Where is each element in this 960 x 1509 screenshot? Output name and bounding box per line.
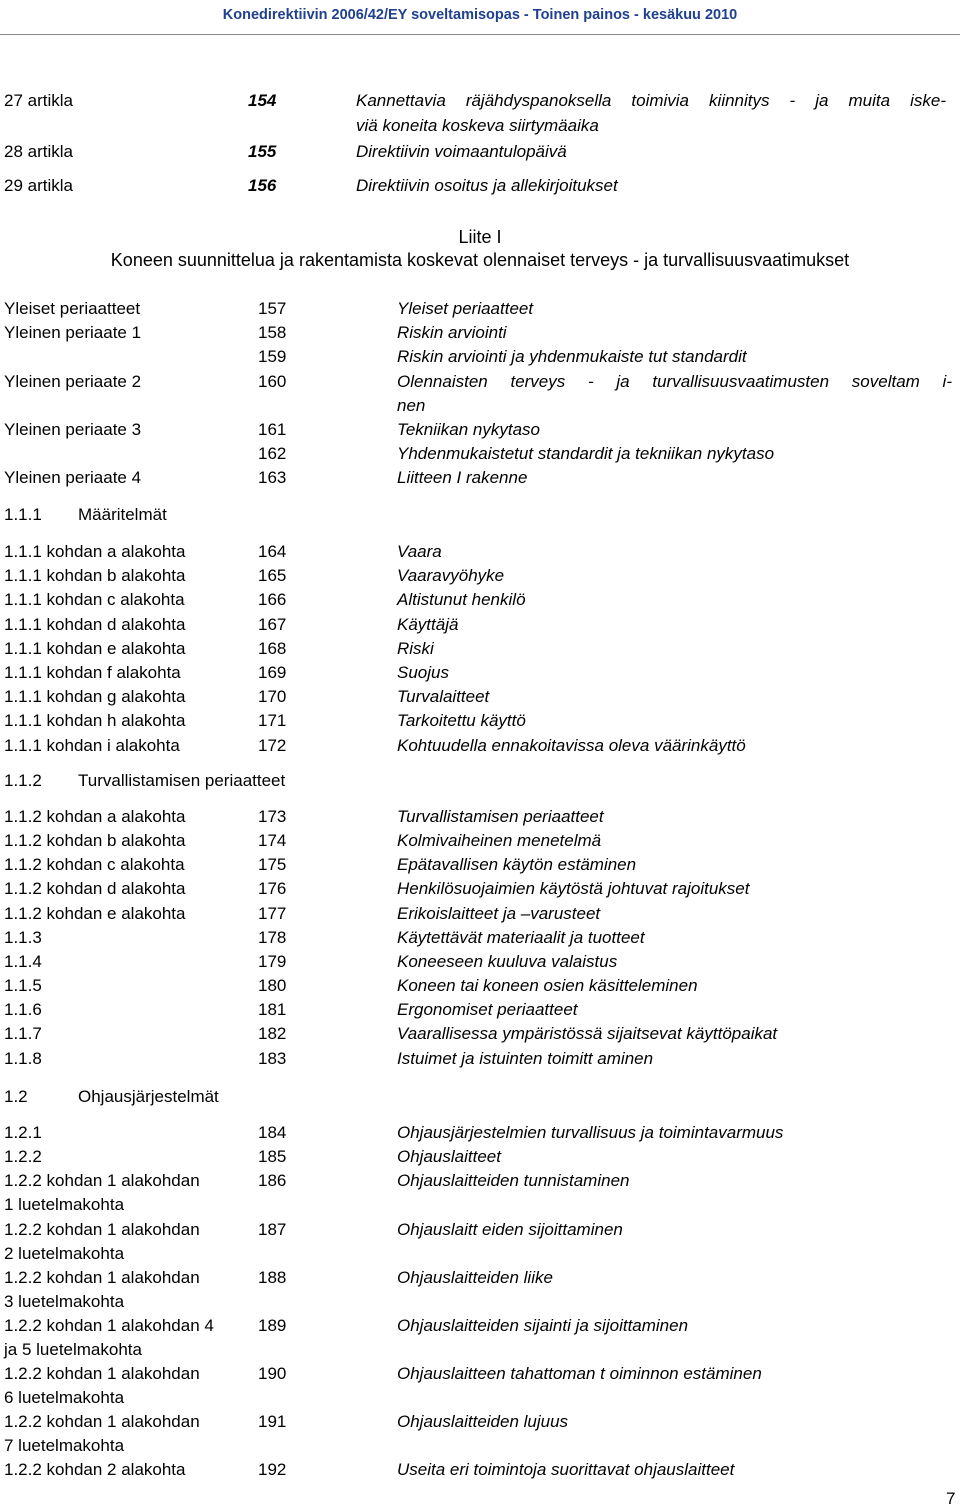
table-row [0,345,960,369]
row-title: Ohjauslaitteiden lujuus [397,1412,569,1431]
row-page: 184 [258,1123,287,1142]
row-title: Yhdenmukaistetut standardit ja tekniikan nykytaso [397,444,775,463]
table-row [0,1362,960,1386]
row-title: Vaarallisessa ympäristössä sijaitsevat käyttöpaikat [397,1024,778,1044]
row-page: 158 [258,323,287,342]
row-page: 177 [258,903,287,923]
table-row [0,442,960,466]
row-title: Ohjauslaitteiden tunnistaminen [397,1171,630,1190]
table-row [0,1047,960,1071]
table-row [0,370,960,394]
section-heading [0,503,960,527]
table-row [0,1410,960,1434]
row-page: 192 [258,1460,287,1479]
row-page: 155 [248,142,277,161]
row-title: Tekniikan nykytaso [397,420,541,439]
section-number: 1.1.2 [4,771,42,790]
row-title: Ohjauslaitteet [397,1147,501,1166]
table-row [0,902,960,926]
annex-title: Liite I [458,227,502,247]
table-row [0,829,960,853]
row-page: 165 [258,566,287,586]
row-title: Useita eri toimintoja suorittavat ohjauslaitteet [397,1460,735,1479]
row-page: 166 [258,590,287,610]
row-title: Yleiset periaatteet [397,299,534,318]
row-page: 185 [258,1147,287,1166]
row-title: Vaara [397,542,442,561]
row-page: 154 [248,91,277,110]
page-number: 7 [946,1489,956,1508]
table-row [0,1338,960,1362]
table-row [0,734,960,758]
row-label: 1.2.2 kohdan 1 alakohdan [4,1364,200,1383]
row-page: 186 [258,1171,287,1190]
row-title: Käyttäjä [397,614,459,634]
row-title: Olennaisten terveys - ja turvallisuusvaatimusten soveltam i- [397,372,952,391]
row-page: 187 [258,1220,287,1239]
table-row [0,1386,960,1410]
row-page: 189 [258,1316,287,1335]
section-heading [0,769,960,793]
row-label: 28 artikla [4,142,73,161]
row-label: 1.1.5 [4,976,42,996]
row-label: 1.1.1 kohdan e alakohta [4,638,186,658]
table-row [0,418,960,442]
row-title: Epätavallisen käytön estäminen [397,855,637,875]
row-label: 1.1.1 kohdan g alakohta [4,687,186,707]
row-label: 27 artikla [4,91,73,110]
row-label: 29 artikla [4,176,73,195]
table-row [0,637,960,661]
row-title: Riski [397,638,434,658]
table-row [0,1314,960,1338]
row-label: 1.2.2 kohdan 1 alakohdan 4 [4,1316,214,1335]
row-label: 1.2.1 [4,1123,42,1142]
row-label-cont: 3 luetelmakohta [4,1292,125,1311]
row-page: 164 [258,542,287,561]
row-label: 1.1.1 kohdan h alakohta [4,711,186,731]
row-label-cont: 1 luetelmakohta [4,1195,125,1214]
row-label: 1.2.2 kohdan 2 alakohta [4,1460,186,1479]
table-row [0,588,960,612]
row-page: 180 [258,976,287,996]
row-page: 157 [258,299,287,318]
table-row [0,297,960,321]
row-title: Riskin arviointi ja yhdenmukaiste tut standardit [397,347,747,366]
table-row [0,174,960,198]
row-label: 1.2.2 kohdan 1 alakohdan [4,1220,200,1239]
document-header: Konedirektiivin 2006/42/EY soveltamisopas - Toinen painos - kesäkuu 2010 [222,7,738,23]
table-row [0,877,960,901]
table-row [0,950,960,974]
table-row [0,1266,960,1290]
row-title: Istuimet ja istuinten toimitt aminen [397,1048,654,1068]
row-title-cont: viä koneita koskeva siirtymäaika [356,116,599,135]
row-title: Erikoislaitteet ja –varusteet [397,903,601,923]
table-row [0,926,960,950]
row-label: Yleinen periaate 4 [4,468,142,487]
row-title: Kannettavia räjähdyspanoksella toimivia kiinnitys - ja muita iske- [356,91,946,110]
table-row [0,1290,960,1314]
row-label: 1.1.1 kohdan d alakohta [4,614,186,634]
table-row [0,540,960,564]
row-title: Direktiivin osoitus ja allekirjoitukset [356,176,618,195]
row-label: 1.2.2 kohdan 1 alakohdan [4,1171,200,1190]
table-row [0,974,960,998]
row-title: Ohjauslaitteiden sijainti ja sijoittaminen [397,1316,689,1335]
row-label-cont: 6 luetelmakohta [4,1388,125,1407]
row-title: Ohjauslaitteen tahattoman t oiminnon estäminen [397,1364,762,1383]
row-page: 171 [258,711,287,731]
row-page: 167 [258,614,287,634]
row-page: 169 [258,663,287,682]
row-page: 159 [258,347,287,366]
row-page: 188 [258,1268,287,1287]
table-row [0,1169,960,1193]
section-number: 1.2 [4,1087,28,1106]
section-title: Turvallistamisen periaatteet [78,771,286,790]
table-row [0,466,960,490]
row-page: 183 [258,1048,287,1068]
section-number: 1.1.1 [4,505,42,524]
table-row [0,805,960,829]
row-title: Ohjauslaitteiden liike [397,1268,553,1287]
row-label: 1.1.6 [4,1000,42,1020]
table-row [0,661,960,685]
table-row [0,709,960,733]
row-label: 1.2.2 kohdan 1 alakohdan [4,1268,200,1287]
row-page: 161 [258,420,287,439]
row-label: 1.1.4 [4,951,42,971]
row-page: 182 [258,1024,287,1044]
table-row [0,114,960,138]
row-label: 1.1.2 kohdan e alakohta [4,903,186,923]
row-title: Suojus [397,663,449,682]
header-divider [0,34,960,35]
table-row [0,1434,960,1458]
row-title: Ohjauslaitt eiden sijoittaminen [397,1220,623,1239]
row-title: Henkilösuojaimien käytöstä johtuvat rajoitukset [397,879,750,899]
table-row [0,1242,960,1266]
row-page: 168 [258,638,287,658]
row-title: Kohtuudella ennakoitavissa oleva väärinkäyttö [397,735,746,755]
row-label-cont: ja 5 luetelmakohta [4,1340,142,1359]
row-label: Yleinen periaate 3 [4,420,142,439]
row-title-cont: nen [397,396,426,415]
table-row [0,1022,960,1046]
section-title: Määritelmät [78,505,167,524]
row-title: Ohjausjärjestelmien turvallisuus ja toimintavarmuus [397,1123,784,1142]
row-title: Liitteen I rakenne [397,468,528,487]
table-row [0,1218,960,1242]
row-page: 156 [248,176,277,195]
table-row [0,613,960,637]
annex-subtitle: Koneen suunnittelua ja rakentamista koskevat olennaiset terveys - ja turvallisuusvaatimukset [110,250,850,270]
row-title: Käytettävät materiaalit ja tuotteet [397,927,645,947]
table-row [0,89,960,113]
section-title: Ohjausjärjestelmät [78,1087,219,1106]
row-page: 163 [258,468,287,487]
row-page: 178 [258,927,287,947]
row-label: 1.1.7 [4,1024,42,1044]
row-title: Koneeseen kuuluva valaistus [397,951,618,971]
row-title: Turvallistamisen periaatteet [397,807,604,826]
table-row [0,321,960,345]
table-row [0,140,960,164]
row-label: Yleinen periaate 1 [4,323,142,342]
row-page: 170 [258,687,287,707]
row-label: 1.1.2 kohdan a alakohta [4,807,186,826]
table-row [0,1193,960,1217]
row-page: 172 [258,735,287,755]
row-label: 1.1.2 kohdan c alakohta [4,855,185,875]
row-label: 1.1.3 [4,927,42,947]
row-label: 1.1.1 kohdan i alakohta [4,735,180,755]
row-title: Vaaravyöhyke [397,566,505,586]
row-label: 1.1.8 [4,1048,42,1068]
row-label: 1.2.2 kohdan 1 alakohdan [4,1412,200,1431]
table-row [0,1121,960,1145]
row-title: Ergonomiset periaatteet [397,1000,578,1020]
row-page: 181 [258,1000,287,1020]
row-label: 1.1.1 kohdan c alakohta [4,590,185,610]
row-page: 160 [258,372,287,391]
row-title: Kolmivaiheinen menetelmä [397,831,602,851]
row-label: 1.1.1 kohdan b alakohta [4,566,186,586]
table-row [0,998,960,1022]
table-row [0,394,960,418]
row-label: 1.1.2 kohdan d alakohta [4,879,186,899]
row-label: 1.1.1 kohdan f alakohta [4,663,181,682]
row-title: Koneen tai koneen osien käsitteleminen [397,976,698,996]
table-row [0,1145,960,1169]
row-page: 174 [258,831,287,851]
row-page: 162 [258,444,287,463]
row-label: 1.1.1 kohdan a alakohta [4,542,186,561]
row-page: 190 [258,1364,287,1383]
table-row [0,564,960,588]
section-heading [0,1085,960,1109]
row-page: 176 [258,879,287,899]
row-label-cont: 2 luetelmakohta [4,1244,125,1263]
row-page: 173 [258,807,287,826]
row-label: 1.1.2 kohdan b alakohta [4,831,186,851]
row-page: 191 [258,1412,287,1431]
table-row [0,853,960,877]
table-row [0,685,960,709]
row-label-cont: 7 luetelmakohta [4,1436,125,1455]
row-title: Direktiivin voimaantulopäivä [356,142,567,161]
row-title: Altistunut henkilö [397,590,526,610]
row-page: 175 [258,855,287,875]
row-title: Turvalaitteet [397,687,490,707]
row-label: Yleiset periaatteet [4,299,141,318]
row-label: 1.2.2 [4,1147,42,1166]
row-label: Yleinen periaate 2 [4,372,142,391]
table-row [0,1458,960,1482]
row-title: Riskin arviointi [397,323,507,342]
row-title: Tarkoitettu käyttö [397,711,526,731]
row-page: 179 [258,951,287,971]
